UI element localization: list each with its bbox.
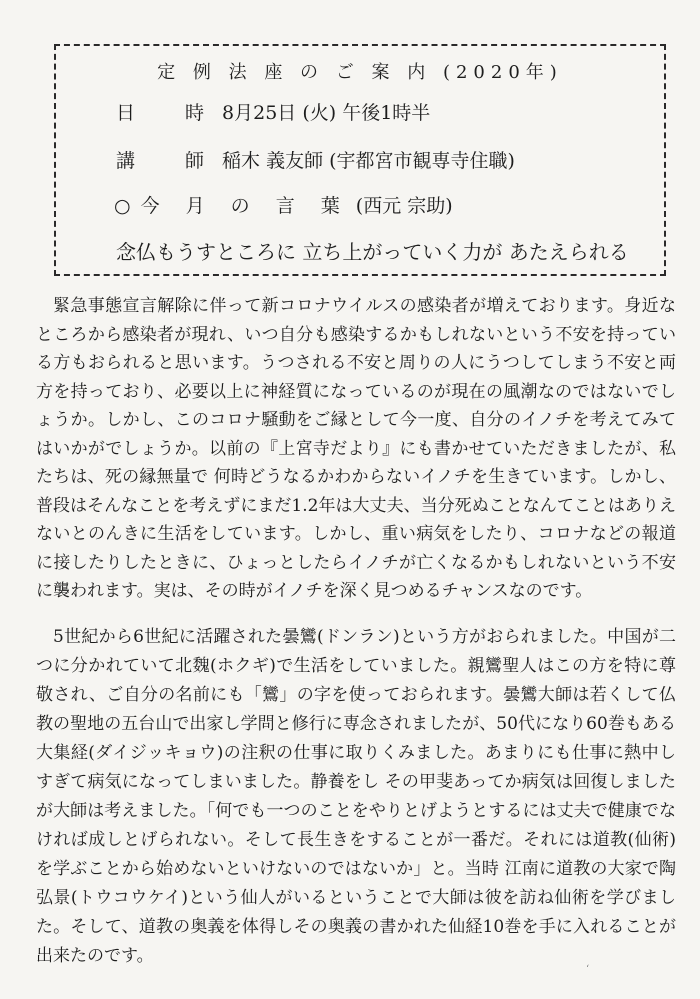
notice-box xyxy=(54,44,666,276)
words-row xyxy=(114,191,453,218)
lecturer-row xyxy=(116,146,515,173)
lecturer-label: 講 師 xyxy=(116,150,227,172)
notice-title: 定 例 法 座 の ご 案 内 (2020年) xyxy=(157,62,563,83)
lecturer-value: 稲木 義友師 (宇都宮市観専寺住職) xyxy=(222,150,515,172)
date-row xyxy=(116,98,430,125)
date-value: 8月25日 (火) 午後1時半 xyxy=(222,102,431,124)
paragraph-2: 5世紀から6世紀に活躍された曇鸞(ドンラン)という方がおられました。中国が二つに分かれていて北魏(ホクギ)で生活をしていました。親鸞聖人はこの方を特に尊敬され、ご自分の名前にも「鸞」の字を使っておられます。曇鸞大師は若くして仏教の聖地の五台山で出家し学問と修行に専念されましたが、50代になり60巻もある大集経(ダイジッキョウ)の注釈の仕事に取りくみました。あまりにも仕事に熱中しすぎて病気になってしまいました。静養をし その甲斐あってか病気は回復しましたが大師は考えました。「何でも一つのことをやりとげようとするには丈夫で健康でなければ成しとげられない。そして長生きをすることが一番だ。それには道教(仙術)を学ぶことから始めないといけないのではないか」と。当時 江南に道教の大家で陶弘景(トウコウケイ)という仙人がいるということで大師は彼を訪ね仙術を学びました。そして、道教の奥義を体得しその奥義の書かれた仙経10巻を手に入れることが出来たのです。 xyxy=(36,627,676,966)
date-label: 日 時 xyxy=(116,102,227,124)
words-source: (西元 宗助) xyxy=(355,195,453,217)
scan-mark: ‘ xyxy=(586,964,590,975)
monthly-quote: 念仏もうすところに 立ち上がっていく力が あたえられる xyxy=(116,240,629,264)
words-label: ○今 月 の 言 葉 xyxy=(114,195,350,217)
paragraph-1: 緊急事態宣言解除に伴って新コロナウイルスの感染者が増えております。身近なところから感染者が現れ、いつ自分も感染するかもしれないという不安を持っている方もおられると思います。うつされる不安と周りの人にうつしてしまう不安と両方を持っており、必要以上に神経質になっているのが現在の風潮なのではないでしょうか。しかし、このコロナ騒動をご縁として今一度、自分のイノチを考えてみてはいかがでしょうか。以前の『上宮寺だより』にも書かせていただきましたが、私たちは、死の縁無量で 何時どうなるかわからないイノチを生きています。しかし、普段はそんなことを考えずにまだ1.2年は大丈夫、当分死ぬことなんてことはありえないとのんきに生活をしています。しかし、重い病気をしたり、コロナなどの報道に接したりしたときに、ひょっとしたらイノチが亡くなるかもしれないという不安に襲われます。実は、その時がイノチを深く見つめるチャンスなのです。 xyxy=(36,296,676,601)
